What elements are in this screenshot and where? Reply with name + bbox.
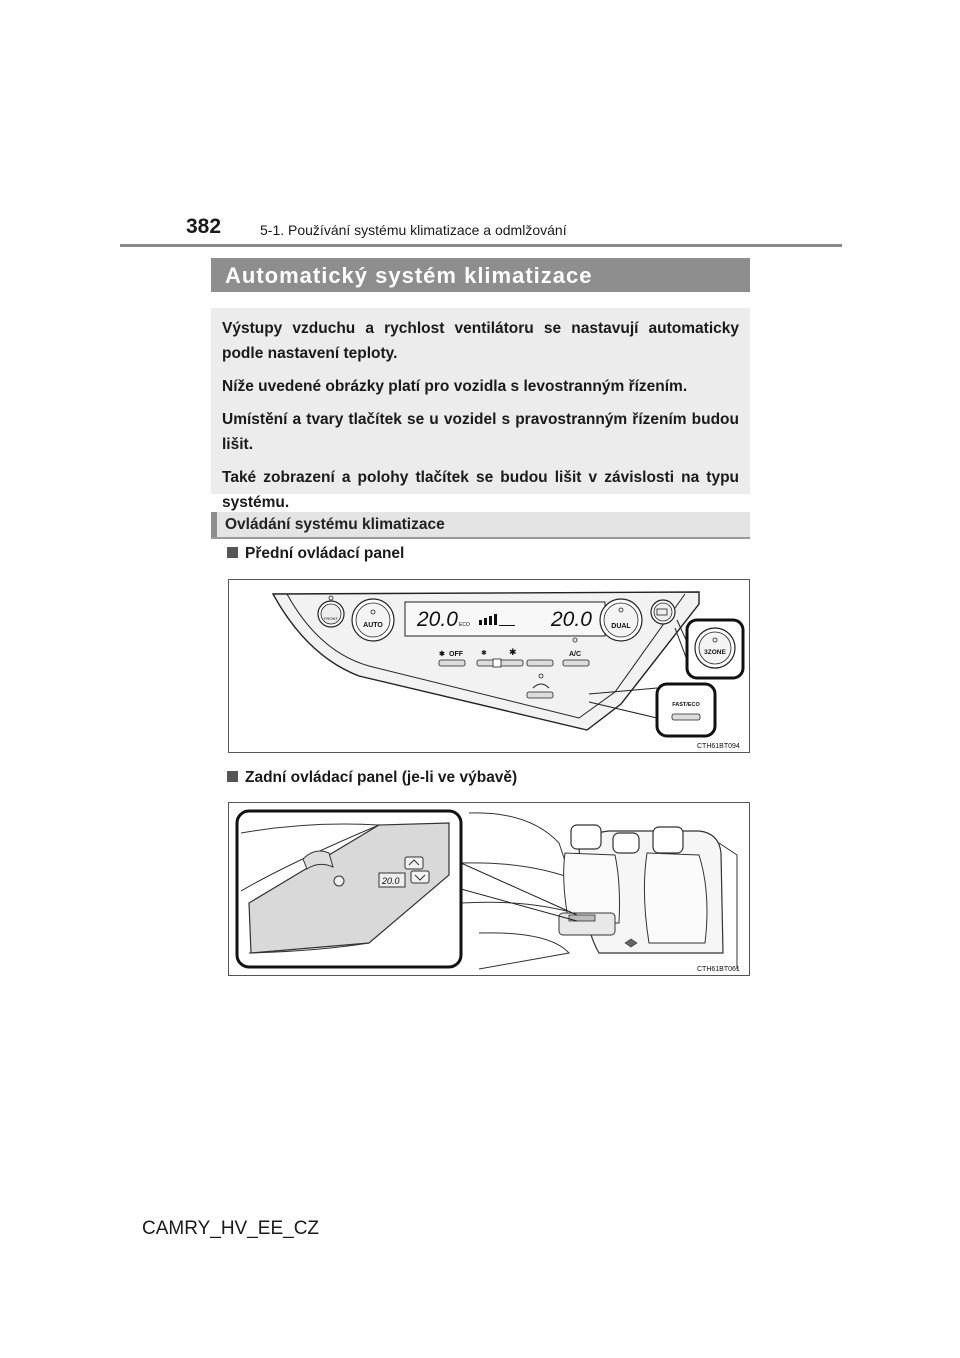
header-rule	[120, 244, 842, 247]
bullet-square-icon	[227, 771, 238, 782]
front-panel-heading-text: Přední ovládací panel	[245, 545, 405, 562]
off-label: OFF	[449, 651, 463, 658]
subsection-heading	[211, 512, 750, 539]
intro-box	[211, 308, 750, 511]
page-number: 382	[186, 215, 222, 238]
front-panel-heading	[227, 545, 404, 563]
section-heading: 5-1. Používání systému klimatizace a odmlžování	[260, 222, 567, 238]
svg-text:✱: ✱	[481, 650, 487, 657]
ac-label: A/C	[569, 651, 582, 658]
rear-figure-code: CTH61BT061	[697, 966, 740, 973]
intro-paragraph: Umístění a tvary tlačítek se u vozidel s pravostranným řízením budou lišit.	[222, 411, 739, 453]
dual-button: DUAL	[611, 623, 631, 630]
front-figure-code: CTH61BT094	[697, 743, 740, 750]
intro-paragraph: Níže uvedené obrázky platí pro vozidla s levostranným řízením.	[222, 378, 688, 395]
temp-left-display: 20.0	[417, 608, 458, 631]
page-title: Automatický systém klimatizace	[211, 258, 750, 292]
auto-button: AUTO	[363, 622, 383, 629]
temp-right-display: 20.0	[551, 608, 592, 631]
rear-panel-heading-text: Zadní ovládací panel (je-li ve výbavě)	[245, 769, 518, 786]
fast-eco-label: FAST/ECO	[672, 702, 700, 708]
subsection-title: Ovládání systému klimatizace	[225, 516, 445, 533]
front-defrost-label: FRONT	[324, 616, 338, 621]
rear-panel-figure	[228, 802, 750, 976]
front-panel-figure	[228, 579, 750, 753]
svg-text:✱: ✱	[439, 651, 445, 658]
svg-text:✱: ✱	[509, 647, 517, 657]
rear-temp-display: 20.0	[382, 876, 400, 886]
intro-paragraph: Výstupy vzduchu a rychlost ventilátoru se nastavují automaticky podle nastavení teploty.	[222, 320, 739, 362]
footer-model-code: CAMRY_HV_EE_CZ	[142, 1218, 320, 1239]
intro-paragraph: Také zobrazení a polohy tlačítek se budou lišit v závislosti na typu systému.	[222, 469, 739, 511]
eco-indicator: ECO	[459, 622, 470, 628]
subsection-accent	[211, 512, 217, 537]
bullet-square-icon	[227, 547, 238, 558]
3zone-button: 3ZONE	[704, 649, 726, 656]
rear-panel-heading	[227, 769, 517, 787]
